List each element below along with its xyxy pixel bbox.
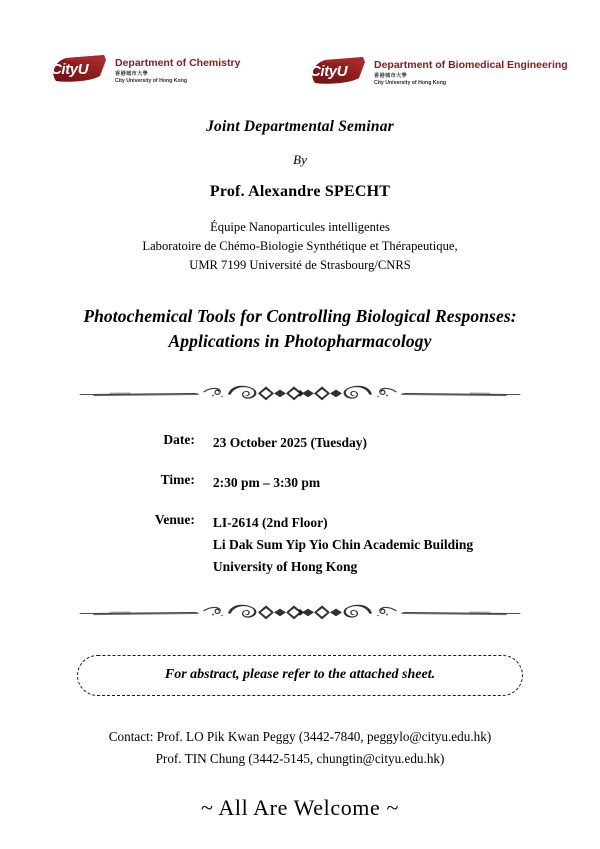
detail-value-time bbox=[213, 472, 320, 494]
detail-row-date bbox=[127, 432, 473, 454]
ornament-divider-icon bbox=[70, 599, 530, 625]
seminar-type-label: Joint Departmental Seminar bbox=[206, 118, 394, 135]
talk-title-line: Photochemical Tools for Controlling Biological Responses: bbox=[83, 306, 517, 327]
detail-value-line: LI-2614 (2nd Floor) bbox=[212, 514, 328, 530]
ornament-divider-icon bbox=[70, 380, 530, 406]
talk-title bbox=[0, 304, 600, 354]
university-name-en-chemistry: City University of Hong Kong bbox=[115, 77, 188, 84]
detail-label-time: Time: bbox=[160, 471, 195, 487]
department-text-block-biomedical bbox=[374, 56, 568, 87]
detail-value-line: University of Hong Kong bbox=[212, 558, 358, 574]
logo-block-biomedical-engineering bbox=[307, 56, 568, 87]
talk-title-line: Applications in Photopharmacology bbox=[168, 331, 432, 352]
detail-label-venue: Venue: bbox=[154, 511, 195, 527]
affiliation-line: UMR 7199 Université de Strasbourg/CNRS bbox=[189, 258, 411, 273]
detail-row-venue bbox=[127, 512, 473, 578]
abstract-note-text: For abstract, please refer to the attached sheet. bbox=[164, 667, 436, 683]
detail-value-line: 23 October 2025 (Tuesday) bbox=[212, 435, 368, 451]
university-name-zh-biomedical: 香港城市大學 bbox=[374, 73, 407, 80]
cityu-logo-icon bbox=[48, 54, 110, 84]
department-name-biomedical: Department of Biomedical Engineering bbox=[374, 59, 568, 71]
contact-line: Contact: Prof. LO Pik Kwan Peggy (3442-7840, peggylo@cityu.edu.hk) bbox=[108, 729, 492, 745]
department-name-chemistry: Department of Chemistry bbox=[115, 57, 241, 69]
speaker-affiliation bbox=[0, 218, 600, 275]
logo-bar bbox=[0, 52, 600, 96]
department-text-block-chemistry bbox=[115, 54, 240, 85]
logo-block-chemistry bbox=[48, 54, 240, 85]
ornament-divider-top-wrap bbox=[0, 380, 600, 406]
affiliation-line: Équipe Nanoparticules intelligentes bbox=[210, 220, 390, 234]
contact-line: Prof. TIN Chung (3442-5145, chungtin@cityu.edu.hk) bbox=[155, 750, 445, 766]
detail-value-line: Li Dak Sum Yip Yio Chin Academic Building bbox=[212, 536, 474, 552]
detail-label-date: Date: bbox=[163, 432, 195, 448]
poster-content bbox=[0, 118, 600, 821]
welcome-message: ~ All Are Welcome ~ bbox=[201, 795, 399, 821]
by-label: By bbox=[293, 152, 307, 167]
contact-info bbox=[0, 726, 600, 769]
cityu-wordmark-text: CityU bbox=[51, 61, 89, 78]
affiliation-line: Laboratoire de Chémo-Biologie Synthétique et Thérapeutique, bbox=[142, 239, 458, 254]
speaker-name: Prof. Alexandre SPECHT bbox=[209, 183, 391, 200]
detail-value-date bbox=[213, 432, 367, 454]
detail-row-time bbox=[127, 472, 473, 494]
ornament-divider-bottom-wrap bbox=[0, 599, 600, 625]
cityu-wordmark-text: CityU bbox=[310, 63, 348, 80]
cityu-logo-icon bbox=[307, 56, 369, 86]
detail-value-line: 2:30 pm – 3:30 pm bbox=[212, 474, 321, 490]
university-name-zh-chemistry: 香港城市大學 bbox=[115, 71, 148, 78]
abstract-note-box bbox=[77, 655, 523, 696]
university-name-en-biomedical: City University of Hong Kong bbox=[374, 79, 447, 86]
detail-value-venue bbox=[213, 512, 473, 578]
seminar-details bbox=[127, 432, 473, 577]
